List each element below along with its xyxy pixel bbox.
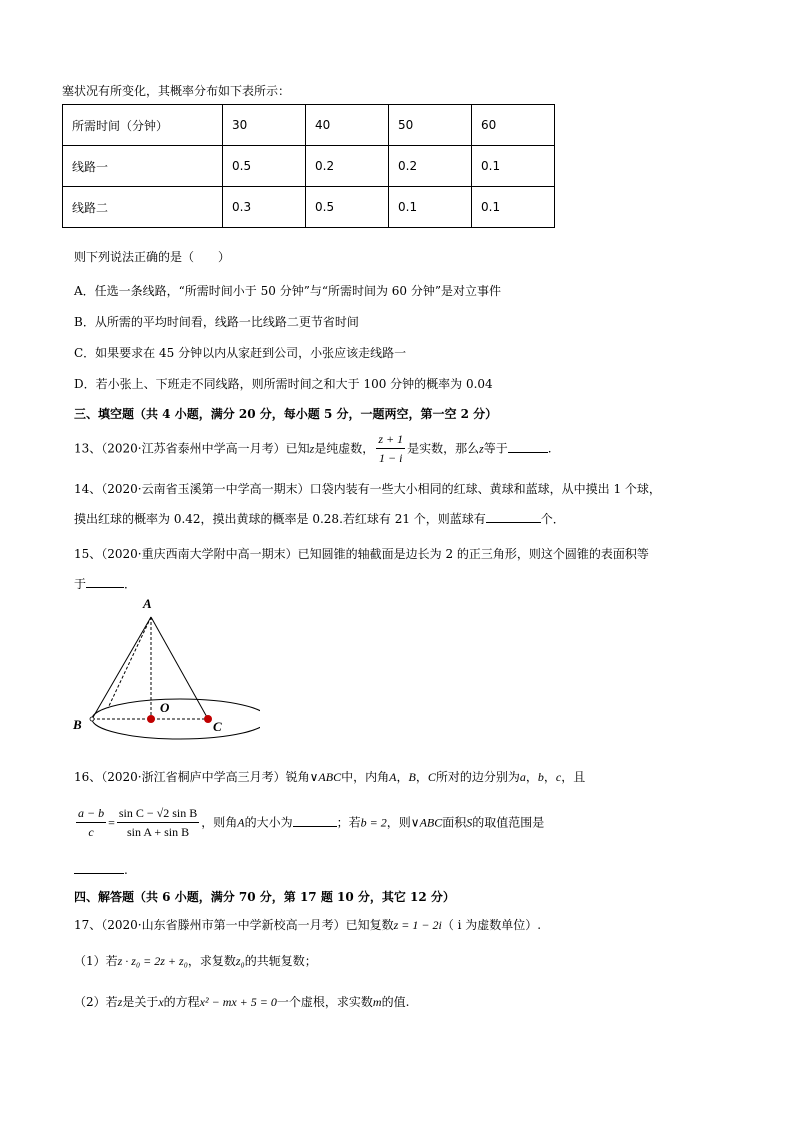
q13-frac-num: z + 1 [376, 432, 405, 449]
q17-equation: z = 1 − 2i [393, 918, 442, 932]
q17-part-1 [74, 952, 317, 969]
q16-sep: ， [415, 770, 428, 784]
table-cell: 0.1 [472, 146, 555, 187]
q16-frac-num: sin C − √2 sin B [117, 806, 199, 823]
header-cell: 50 [389, 105, 472, 146]
q16-var-abc: ABC [318, 770, 342, 784]
cone-hidden-edge [108, 617, 151, 708]
q14-answer-blank[interactable] [486, 510, 541, 523]
q12-option-c: C．如果要求在 45 分钟以内从家赶到公司，小张应该走线路一 [74, 346, 407, 360]
q16-fraction-left [76, 806, 106, 840]
q17-text: 的值. [381, 995, 410, 1009]
intro-text: 塞状况有所变化，其概率分布如下表所示： [62, 84, 291, 98]
q16-line2 [74, 806, 544, 840]
table-cell: 0.2 [389, 146, 472, 187]
header-cell: 40 [306, 105, 389, 146]
q17-equation: z · z₀ = 2z + z₀ [117, 954, 188, 968]
table-header-row [63, 105, 555, 146]
q17-text: （ i 为虚数单位）. [441, 918, 542, 932]
q16-var-c-low: c [555, 770, 562, 784]
q16-var-abc: ABC [419, 815, 443, 830]
table-cell: 0.1 [389, 187, 472, 228]
q16-sep: ， [396, 770, 409, 784]
q17-var-z0: z₀ [235, 954, 245, 968]
q16-line1 [74, 768, 585, 785]
q15-line1: 15、（2020·重庆西南大学附中高一期末）已知圆锥的轴截面是边长为 2 的正三角形，则这个圆锥的表面积等 [74, 547, 649, 561]
q15-answer-blank[interactable] [86, 575, 124, 588]
q16-sep: ， [525, 770, 538, 784]
cone-figure [60, 592, 260, 752]
q16-text: ，则 [386, 815, 411, 830]
q16-text: 面积 [442, 815, 467, 830]
q13-text: 等于 [483, 441, 508, 456]
q17-text: 的方程 [163, 995, 200, 1009]
q13-answer-blank[interactable] [508, 440, 548, 453]
table-cell: 0.2 [306, 146, 389, 187]
header-cell: 60 [472, 105, 555, 146]
q17-text: 17、（2020·山东省滕州市第一中学新校高一月考）已知复数 [74, 918, 394, 932]
section-3-title: 三、填空题（共 4 小题，满分 20 分，每小题 5 分，一题两空，第一空 2 分） [74, 407, 498, 421]
q16-var-a: A [237, 815, 245, 830]
q12-option-d: D．若小张上、下班走不同线路，则所需时间之和大于 100 分钟的概率为 0.04 [74, 377, 493, 391]
q17-text: 一个虚根，求实数 [276, 995, 373, 1009]
q16-var-b-low: b [537, 770, 544, 784]
q17-var-z: z [117, 995, 123, 1009]
q13-frac-den: 1 − i [378, 451, 403, 465]
table-row [63, 146, 555, 187]
q17-equation: x² − mx + 5 = 0 [199, 995, 277, 1009]
q13-text: 是实数，那么 [407, 441, 480, 456]
probability-table [62, 104, 555, 228]
label-c: C [213, 719, 222, 734]
q16-text: 所对的边分别为 [435, 770, 520, 784]
q12-stem: 则下列说法正确的是（ ） [74, 250, 231, 264]
q16-sep: ， [543, 770, 556, 784]
q13-var-z: z [309, 441, 315, 456]
q16-line3 [74, 861, 128, 877]
question-13 [74, 432, 552, 466]
q17-var-x: x [158, 995, 164, 1009]
q16-text: ，则角 [201, 815, 238, 830]
q16-var-c: C [427, 770, 436, 784]
q16-condition: b = 2 [360, 815, 387, 830]
q17-text: （1）若 [74, 954, 118, 968]
q14-text: 摸出红球的概率为 0.42，摸出黄球的概率是 0.28.若红球有 21 个，则蓝球有 [74, 512, 486, 526]
q13-end: . [547, 441, 552, 456]
q13-text: 是纯虚数， [314, 441, 375, 456]
q16-frac-num: a − b [76, 806, 106, 823]
point-b-dot [90, 717, 94, 721]
q16-text: 的取值范围是 [472, 815, 545, 830]
label-o: O [160, 700, 170, 715]
q16-frac-den: sin A + sin B [127, 825, 190, 839]
q16-text: 16、（2020·浙江省桐庐中学高三月考）锐角 [74, 770, 310, 784]
q16-text: ；若 [336, 815, 361, 830]
q15-end: ． [124, 577, 137, 591]
q14-end: 个． [540, 512, 565, 526]
q16-var-b: B [408, 770, 416, 784]
table-row [63, 187, 555, 228]
table-cell: 0.5 [306, 187, 389, 228]
label-b: B [73, 717, 82, 732]
q17-text: 的共轭复数； [244, 954, 317, 968]
q13-prefix: 13、（2020·江苏省泰州中学高一月考）已知 [74, 441, 310, 456]
q16-end: . [124, 863, 128, 877]
q16-answer-blank-1[interactable] [293, 814, 337, 827]
table-cell: 线路一 [63, 146, 223, 187]
q17-text: 是关于 [122, 995, 159, 1009]
q12-option-b: B．从所需的平均时间看，线路一比线路二更节省时间 [74, 315, 359, 329]
point-c-dot [204, 715, 212, 723]
q15-text: 于 [74, 577, 87, 591]
q17-stem [74, 916, 541, 933]
table-cell: 线路二 [63, 187, 223, 228]
triangle-symbol: ∨ [309, 770, 319, 784]
point-o-dot [147, 715, 155, 723]
triangle-symbol: ∨ [410, 815, 420, 830]
q16-answer-blank-2[interactable] [74, 861, 124, 874]
q16-fraction-right [117, 806, 199, 840]
table-cell: 0.5 [223, 146, 306, 187]
q12-option-a: A．任选一条线路，“所需时间小于 50 分钟”与“所需时间为 60 分钟”是对立事件 [74, 284, 502, 298]
q16-var-a-low: a [519, 770, 526, 784]
q16-var-a: A [389, 770, 397, 784]
q16-text: 中，内角 [341, 770, 390, 784]
header-cell: 30 [223, 105, 306, 146]
q13-var-z: z [479, 441, 484, 456]
q13-fraction [376, 432, 405, 466]
header-cell: 所需时间（分钟） [63, 105, 223, 146]
q16-frac-den: c [88, 825, 94, 839]
q16-text: 的大小为 [244, 815, 293, 830]
section-4-title: 四、解答题（共 6 小题，满分 70 分，第 17 题 10 分，其它 12 分） [74, 890, 455, 904]
q16-var-s: S [466, 815, 473, 830]
q16-equals: = [108, 815, 115, 830]
q15-line2 [74, 575, 136, 592]
q17-text: ，求复数 [187, 954, 236, 968]
label-a: A [143, 596, 152, 611]
table-cell: 0.1 [472, 187, 555, 228]
q14-line2 [74, 510, 565, 527]
q17-part-2 [74, 993, 409, 1010]
q14-line1: 14、（2020·云南省玉溪第一中学高一期末）口袋内装有一些大小相同的红球、黄球和蓝球，从中摸出 1 个球， [74, 482, 661, 496]
q17-var-m: m [372, 995, 382, 1009]
table-cell: 0.3 [223, 187, 306, 228]
q17-text: （2）若 [74, 995, 118, 1009]
q16-text: ，且 [561, 770, 586, 784]
